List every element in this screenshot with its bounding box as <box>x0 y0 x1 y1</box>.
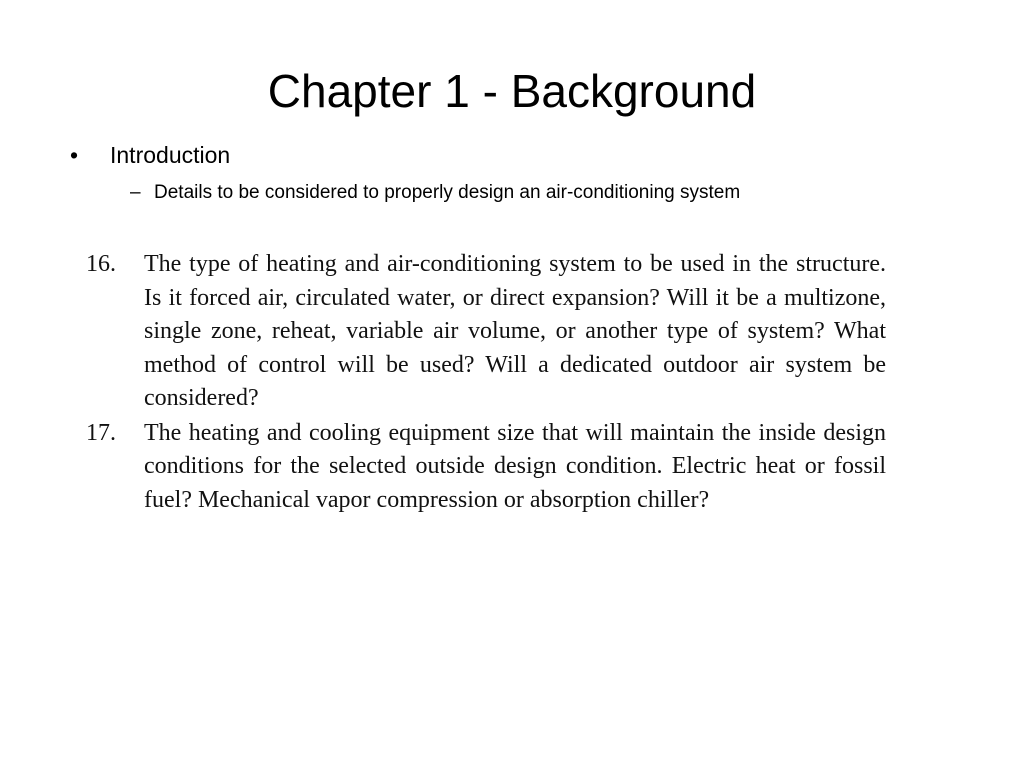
excerpt-item-text: The type of heating and air-conditioning system to be used in the structure. Is it forced air, circulated water, or direct expansion? Will it be a multizone, single zone, reheat, variable air volume, or another type of system? What method of control will be used? Will a dedicated outdoor air system be considered? <box>144 251 886 411</box>
sub-bullet-marker: – <box>130 182 141 203</box>
excerpt-item-number: 16. <box>86 251 116 277</box>
excerpt-item-text: The heating and cooling equipment size that will maintain the inside design conditions for the selected outside design condition. Electric heat or fossil fuel? Mechanical vapor compression or absorption chiller? <box>144 419 886 513</box>
slide-title: Chapter 1 - Background <box>267 65 757 117</box>
bullet-marker: • <box>70 142 79 168</box>
scanned-excerpt <box>86 248 886 518</box>
bullet-text: Introduction <box>110 142 231 168</box>
excerpt-item-17 <box>86 417 886 518</box>
excerpt-item-16 <box>86 248 886 416</box>
excerpt-item-number: 17. <box>86 419 116 446</box>
sub-bullet-text: Details to be considered to properly design an air-conditioning system <box>154 182 741 203</box>
